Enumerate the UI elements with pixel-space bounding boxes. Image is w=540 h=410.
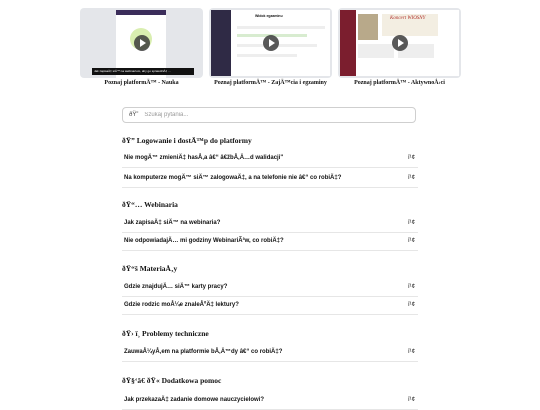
faq-item[interactable] (122, 170, 418, 188)
expand-icon[interactable]: ï¹¢ (407, 349, 415, 355)
faq-question: Gdzie znajdujÄ… siÄ™ karty pracy? (124, 284, 228, 290)
faq-question: Jak zapisaÄ‡ siÄ™ na webinaria? (124, 220, 221, 226)
faq-question: Nie mogÄ™ zmieniÄ‡ hasÅ‚a â€“ â€žbÅ‚Ä…d walidacji" (124, 155, 284, 161)
video-thumbnail-zajecia[interactable] (209, 8, 332, 92)
section-title-problemy: ðŸ› ï¸ Problemy techniczne (122, 329, 209, 338)
subtitle-bar: Jak zapisaÄ‡ siÄ™ na webinarium, aby go sprawdziÄ‡ ... (92, 68, 194, 75)
video-thumbnails (80, 8, 461, 92)
thumbnail-caption: Poznaj platformÄ™ - AktywnoÅ›ci (354, 80, 445, 86)
expand-icon[interactable]: ï¹¢ (407, 238, 415, 244)
section-title-materialy: ðŸ“š MateriaÅ‚y (122, 264, 178, 273)
expand-icon[interactable]: ï¹¢ (407, 302, 415, 308)
faq-question: Gdzie rodzic moÅ¼e znaleÅºÄ‡ lektury? (124, 302, 239, 308)
faq-item[interactable] (122, 297, 418, 315)
search-icon: ðŸ” (129, 112, 139, 118)
expand-icon[interactable]: ï¹¢ (407, 155, 415, 161)
faq-item[interactable] (122, 215, 418, 233)
desktop-screen: Widok egzaminu (211, 10, 330, 76)
faq-question: Na komputerze mogÄ™ siÄ™ zalogowaÄ‡, a na telefonie nie â€“ co robiÄ‡? (124, 175, 342, 181)
video-preview[interactable] (209, 8, 332, 78)
section-title-dodatkowa-pomoc: ðŸ§‘â€ ðŸ« Dodatkowa pomoc (122, 376, 222, 385)
expand-icon[interactable]: ï¹¢ (407, 175, 415, 181)
play-icon[interactable] (392, 35, 408, 51)
video-thumbnail-aktywnosci[interactable] (338, 8, 461, 92)
play-icon[interactable] (134, 35, 150, 51)
faq-question: Nie odpowiadajÄ… mi godziny WebinariÃ³w, co robiÄ‡? (124, 238, 284, 244)
search-input[interactable] (144, 112, 384, 118)
section-title-logowanie: ðŸ” Logowanie i dostÄ™p do platformy (122, 136, 252, 145)
desktop-screen: Koncert WIOSNY (340, 10, 459, 76)
faq-item[interactable] (122, 344, 418, 362)
play-icon[interactable] (263, 35, 279, 51)
search-box[interactable] (122, 107, 416, 123)
video-preview[interactable] (80, 8, 203, 78)
section-title-webinaria: ðŸ“… Webinaria (122, 200, 178, 209)
thumbnail-caption: Poznaj platformÄ™ - Nauka (104, 80, 179, 86)
faq-item[interactable] (122, 233, 418, 251)
faq-question: ZauwaÅ¼yÅ‚em na platformie bÅ‚Ä™dy â€“ co robiÄ‡? (124, 349, 283, 355)
faq-question: Jak przekazaÄ‡ zadanie domowe nauczycielowi? (124, 397, 265, 403)
faq-item[interactable] (122, 279, 418, 297)
expand-icon[interactable]: ï¹¢ (407, 220, 415, 226)
video-preview[interactable] (338, 8, 461, 78)
video-thumbnail-nauka[interactable] (80, 8, 203, 92)
faq-item[interactable] (122, 392, 418, 410)
thumbnail-caption: Poznaj platformÄ™ - ZajÄ™cia i egzaminy (214, 80, 327, 86)
faq-item[interactable] (122, 150, 418, 168)
expand-icon[interactable]: ï¹¢ (407, 397, 415, 403)
expand-icon[interactable]: ï¹¢ (407, 284, 415, 290)
